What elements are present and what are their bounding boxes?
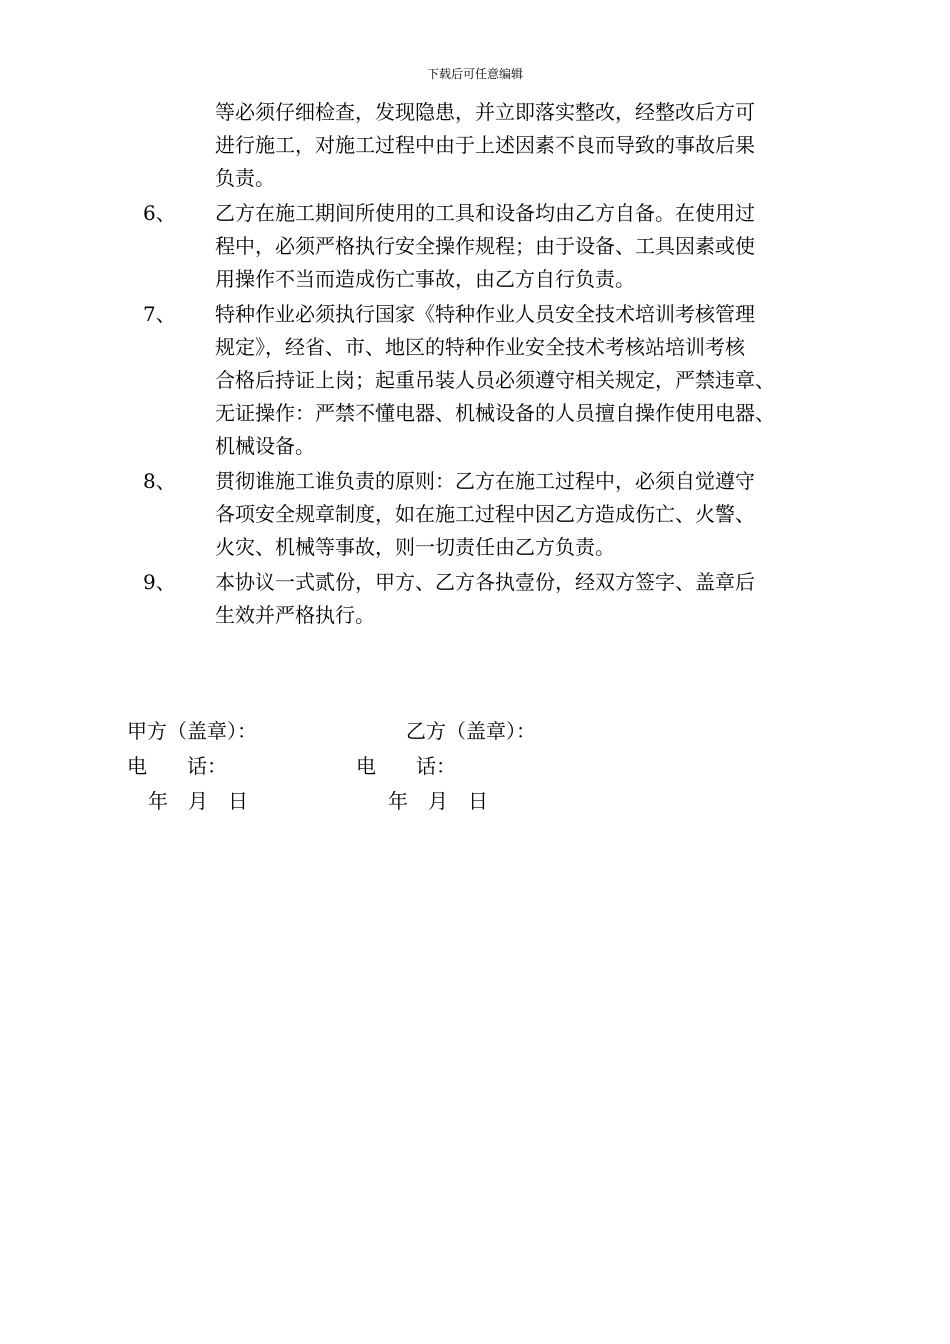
- paragraph-line: 贯彻谁施工谁负责的原则：乙方在施工过程中，必须自觉遵守: [215, 469, 755, 493]
- party-b-phone-label: 电 话：: [356, 754, 456, 778]
- paragraph-line: 机械设备。: [215, 434, 315, 458]
- paragraph-line: 乙方在施工期间所使用的工具和设备均由乙方自备。在使用过: [215, 201, 755, 225]
- clause-text: [215, 298, 875, 463]
- paragraph-line: 火灾、机械等事故，则一切责任由乙方负责。: [215, 535, 615, 559]
- party-b-date-label: 年 月 日: [388, 789, 488, 813]
- paragraph-line: 进行施工，对施工过程中由于上述因素不良而导致的事故后果: [215, 133, 755, 157]
- continued-paragraph: [215, 96, 855, 195]
- paragraph-line: 各项安全规章制度，如在施工过程中因乙方造成伤亡、火警、: [215, 502, 755, 526]
- document-body: [0, 96, 950, 632]
- paragraph-line: 程中，必须严格执行安全操作规程；由于设备、工具因素或使: [215, 234, 755, 258]
- clause-text: [215, 465, 875, 564]
- clause-9: [0, 566, 950, 632]
- clause-number: 7、: [143, 302, 176, 326]
- paragraph-line: 等必须仔细检查，发现隐患，并立即落实整改，经整改后方可: [215, 100, 755, 124]
- clause-text: [215, 197, 875, 296]
- clause-text: [215, 566, 875, 632]
- party-a-date-label: 年 月 日: [148, 789, 248, 813]
- paragraph-line: 生效并严格执行。: [215, 603, 375, 627]
- clause-number: 9、: [143, 570, 176, 594]
- party-b-seal-label: 乙方（盖章）：: [406, 719, 536, 743]
- clause-number: 6、: [143, 201, 176, 225]
- party-a-seal-label: 甲方（盖章）：: [127, 719, 257, 743]
- paragraph-line: 负责。: [215, 166, 275, 190]
- paragraph-line: 用操作不当而造成伤亡事故，由乙方自行负责。: [215, 267, 635, 291]
- page-header: 下载后可任意编辑: [426, 67, 523, 81]
- paragraph-line: 规定》，经省、市、地区的特种作业安全技术考核站培训考核: [215, 335, 745, 359]
- paragraph-line: 本协议一式贰份，甲方、乙方各执壹份，经双方签字、盖章后: [215, 570, 755, 594]
- clause-8: [0, 465, 950, 564]
- clause-number: 8、: [143, 469, 176, 493]
- clause-7: [0, 298, 950, 463]
- paragraph-line: 无证操作：严禁不懂电器、机械设备的人员擅自操作使用电器、: [215, 401, 775, 425]
- clause-6: [0, 197, 950, 296]
- paragraph-line: 合格后持证上岗；起重吊装人员必须遵守相关规定，严禁违章、: [215, 368, 775, 392]
- party-a-phone-label: 电 话：: [127, 754, 227, 778]
- paragraph-line: 特种作业必须执行国家《特种作业人员安全技术培训考核管理: [215, 302, 755, 326]
